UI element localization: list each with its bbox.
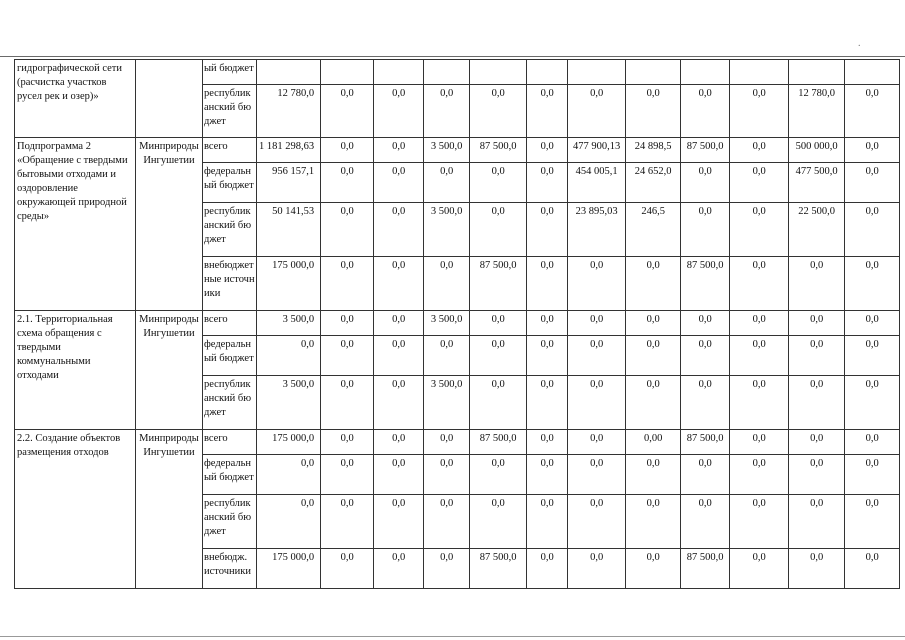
funding-source-cell: федеральный бюджет (203, 336, 257, 376)
amount-cell: 956 157,1 (257, 163, 321, 203)
amount-cell: 0,0 (321, 549, 374, 589)
executor-cell: Минприроды Ингушетии (136, 138, 203, 311)
amount-cell: 0,0 (681, 336, 730, 376)
amount-cell: 0,0 (527, 336, 568, 376)
amount-cell: 0,0 (681, 311, 730, 336)
amount-cell (789, 60, 845, 85)
amount-cell: 0,0 (568, 85, 626, 138)
amount-cell: 0,0 (626, 495, 681, 549)
amount-cell: 87 500,0 (681, 257, 730, 311)
amount-cell: 0,0 (681, 376, 730, 430)
amount-cell: 0,0 (424, 455, 470, 495)
amount-cell: 175 000,0 (257, 257, 321, 311)
amount-cell: 0,0 (527, 430, 568, 455)
funding-source-cell: республиканский бюджет (203, 376, 257, 430)
amount-cell: 0,0 (730, 376, 789, 430)
amount-cell: 0,0 (845, 85, 900, 138)
amount-cell: 0,0 (374, 163, 424, 203)
table-row (15, 311, 900, 336)
amount-cell: 0,0 (321, 203, 374, 257)
scan-bottom-edge (0, 636, 905, 637)
amount-cell: 0,0 (789, 336, 845, 376)
amount-cell: 0,0 (257, 455, 321, 495)
amount-cell: 0,0 (789, 495, 845, 549)
amount-cell: 175 000,0 (257, 430, 321, 455)
amount-cell: 0,0 (470, 203, 527, 257)
amount-cell: 0,0 (845, 549, 900, 589)
budget-table (14, 59, 900, 589)
amount-cell: 50 141,53 (257, 203, 321, 257)
amount-cell: 0,0 (424, 163, 470, 203)
amount-cell: 0,0 (845, 430, 900, 455)
amount-cell: 0,0 (374, 257, 424, 311)
amount-cell: 87 500,0 (470, 549, 527, 589)
amount-cell (321, 60, 374, 85)
table-row (15, 60, 900, 85)
amount-cell: 0,0 (730, 85, 789, 138)
amount-cell (845, 60, 900, 85)
amount-cell: 0,0 (321, 376, 374, 430)
amount-cell: 0,0 (568, 336, 626, 376)
program-name-cell: 2.2. Создание объектов размещения отходов (15, 430, 136, 589)
amount-cell: 87 500,0 (470, 430, 527, 455)
amount-cell: 0,0 (321, 495, 374, 549)
amount-cell: 0,0 (568, 311, 626, 336)
program-name-cell: 2.1. Территориальная схема обращения с твердыми коммунальными отходами (15, 311, 136, 430)
amount-cell: 0,0 (568, 549, 626, 589)
amount-cell: 23 895,03 (568, 203, 626, 257)
amount-cell: 0,0 (374, 336, 424, 376)
amount-cell (626, 60, 681, 85)
amount-cell: 0,0 (730, 163, 789, 203)
amount-cell: 0,0 (789, 257, 845, 311)
amount-cell: 0,0 (257, 495, 321, 549)
amount-cell: 0,0 (845, 495, 900, 549)
amount-cell: 87 500,0 (681, 138, 730, 163)
amount-cell: 0,0 (730, 336, 789, 376)
amount-cell: 0,0 (527, 376, 568, 430)
amount-cell: 0,0 (730, 138, 789, 163)
amount-cell: 454 005,1 (568, 163, 626, 203)
table-row (15, 138, 900, 163)
amount-cell: 0,0 (626, 549, 681, 589)
amount-cell: 0,0 (845, 163, 900, 203)
amount-cell: 0,0 (568, 495, 626, 549)
amount-cell: 0,0 (424, 336, 470, 376)
amount-cell: 175 000,0 (257, 549, 321, 589)
amount-cell: 0,0 (845, 203, 900, 257)
amount-cell: 246,5 (626, 203, 681, 257)
scan-mark: . (858, 38, 861, 49)
amount-cell: 0,0 (374, 495, 424, 549)
amount-cell (374, 60, 424, 85)
amount-cell: 22 500,0 (789, 203, 845, 257)
amount-cell: 0,0 (424, 85, 470, 138)
amount-cell: 0,0 (845, 376, 900, 430)
amount-cell: 3 500,0 (257, 376, 321, 430)
amount-cell: 0,0 (470, 336, 527, 376)
amount-cell: 0,0 (374, 549, 424, 589)
amount-cell: 0,0 (424, 495, 470, 549)
amount-cell: 0,0 (730, 495, 789, 549)
amount-cell: 0,0 (257, 336, 321, 376)
amount-cell: 0,0 (626, 311, 681, 336)
amount-cell: 3 500,0 (424, 203, 470, 257)
amount-cell (257, 60, 321, 85)
amount-cell: 0,0 (321, 455, 374, 495)
amount-cell: 0,0 (424, 549, 470, 589)
amount-cell: 0,0 (527, 257, 568, 311)
amount-cell: 0,0 (626, 455, 681, 495)
amount-cell: 0,0 (730, 549, 789, 589)
amount-cell: 0,0 (321, 257, 374, 311)
amount-cell (681, 60, 730, 85)
amount-cell: 0,0 (374, 311, 424, 336)
amount-cell: 0,0 (730, 430, 789, 455)
amount-cell: 0,0 (321, 138, 374, 163)
amount-cell: 0,0 (424, 430, 470, 455)
amount-cell (568, 60, 626, 85)
funding-source-cell: внебюджетные источники (203, 257, 257, 311)
amount-cell: 0,0 (424, 257, 470, 311)
amount-cell: 0,0 (789, 549, 845, 589)
amount-cell: 0,0 (789, 376, 845, 430)
amount-cell: 0,0 (527, 549, 568, 589)
amount-cell: 0,0 (321, 311, 374, 336)
amount-cell: 0,0 (470, 85, 527, 138)
amount-cell: 0,0 (374, 85, 424, 138)
amount-cell: 0,0 (321, 163, 374, 203)
amount-cell: 0,0 (374, 376, 424, 430)
funding-source-cell: внебюдж. источники (203, 549, 257, 589)
amount-cell: 0,0 (321, 85, 374, 138)
amount-cell: 0,0 (845, 138, 900, 163)
amount-cell: 0,0 (470, 455, 527, 495)
amount-cell: 0,0 (470, 376, 527, 430)
amount-cell: 3 500,0 (424, 376, 470, 430)
amount-cell: 0,0 (845, 455, 900, 495)
amount-cell: 0,0 (527, 311, 568, 336)
amount-cell: 87 500,0 (681, 549, 730, 589)
amount-cell: 0,0 (568, 455, 626, 495)
amount-cell: 0,0 (374, 203, 424, 257)
amount-cell: 0,0 (527, 495, 568, 549)
amount-cell: 0,0 (321, 430, 374, 455)
amount-cell: 87 500,0 (470, 257, 527, 311)
funding-source-cell: ый бюджет (203, 60, 257, 85)
amount-cell: 0,0 (568, 376, 626, 430)
amount-cell: 0,0 (730, 311, 789, 336)
amount-cell (470, 60, 527, 85)
amount-cell: 0,00 (626, 430, 681, 455)
amount-cell: 0,0 (527, 85, 568, 138)
amount-cell: 0,0 (527, 455, 568, 495)
amount-cell: 87 500,0 (470, 138, 527, 163)
amount-cell: 0,0 (626, 336, 681, 376)
executor-cell: Минприроды Ингушетии (136, 311, 203, 430)
amount-cell: 0,0 (845, 311, 900, 336)
amount-cell: 0,0 (681, 455, 730, 495)
amount-cell: 0,0 (374, 138, 424, 163)
amount-cell: 3 500,0 (424, 138, 470, 163)
amount-cell: 0,0 (730, 455, 789, 495)
amount-cell: 0,0 (789, 430, 845, 455)
amount-cell: 3 500,0 (424, 311, 470, 336)
amount-cell: 0,0 (470, 495, 527, 549)
amount-cell: 0,0 (681, 495, 730, 549)
amount-cell: 477 500,0 (789, 163, 845, 203)
amount-cell: 0,0 (527, 138, 568, 163)
amount-cell: 0,0 (789, 311, 845, 336)
funding-source-cell: федеральный бюджет (203, 163, 257, 203)
amount-cell: 0,0 (681, 203, 730, 257)
amount-cell: 0,0 (321, 336, 374, 376)
amount-cell: 0,0 (527, 203, 568, 257)
funding-source-cell: всего (203, 430, 257, 455)
program-name-cell: Подпрограмма 2 «Обращение с твердыми бытовыми отходами и оздоровление окружающей природной среды» (15, 138, 136, 311)
amount-cell: 0,0 (626, 257, 681, 311)
amount-cell: 3 500,0 (257, 311, 321, 336)
amount-cell: 0,0 (568, 257, 626, 311)
amount-cell: 24 652,0 (626, 163, 681, 203)
amount-cell (730, 60, 789, 85)
amount-cell: 12 780,0 (257, 85, 321, 138)
amount-cell: 500 000,0 (789, 138, 845, 163)
table-row (15, 430, 900, 455)
amount-cell: 0,0 (626, 376, 681, 430)
amount-cell: 0,0 (470, 163, 527, 203)
funding-source-cell: республиканский бюджет (203, 203, 257, 257)
funding-source-cell: республиканский бюджет (203, 495, 257, 549)
amount-cell: 0,0 (845, 257, 900, 311)
amount-cell: 0,0 (470, 311, 527, 336)
funding-source-cell: всего (203, 138, 257, 163)
funding-source-cell: федеральный бюджет (203, 455, 257, 495)
amount-cell: 12 780,0 (789, 85, 845, 138)
amount-cell: 0,0 (730, 257, 789, 311)
amount-cell: 0,0 (681, 85, 730, 138)
amount-cell: 0,0 (789, 455, 845, 495)
amount-cell: 87 500,0 (681, 430, 730, 455)
amount-cell (527, 60, 568, 85)
amount-cell (424, 60, 470, 85)
amount-cell: 0,0 (626, 85, 681, 138)
amount-cell: 0,0 (374, 455, 424, 495)
amount-cell: 0,0 (681, 163, 730, 203)
amount-cell: 0,0 (730, 203, 789, 257)
amount-cell: 0,0 (568, 430, 626, 455)
executor-cell: Минприроды Ингушетии (136, 430, 203, 589)
amount-cell: 0,0 (527, 163, 568, 203)
amount-cell: 1 181 298,63 (257, 138, 321, 163)
funding-source-cell: всего (203, 311, 257, 336)
program-name-cell: гидрографической сети (расчистка участков русел рек и озер)» (15, 60, 136, 138)
amount-cell: 0,0 (845, 336, 900, 376)
amount-cell: 24 898,5 (626, 138, 681, 163)
amount-cell: 0,0 (374, 430, 424, 455)
executor-cell (136, 60, 203, 138)
amount-cell: 477 900,13 (568, 138, 626, 163)
funding-source-cell: республиканский бюджет (203, 85, 257, 138)
scan-top-edge (0, 56, 905, 57)
